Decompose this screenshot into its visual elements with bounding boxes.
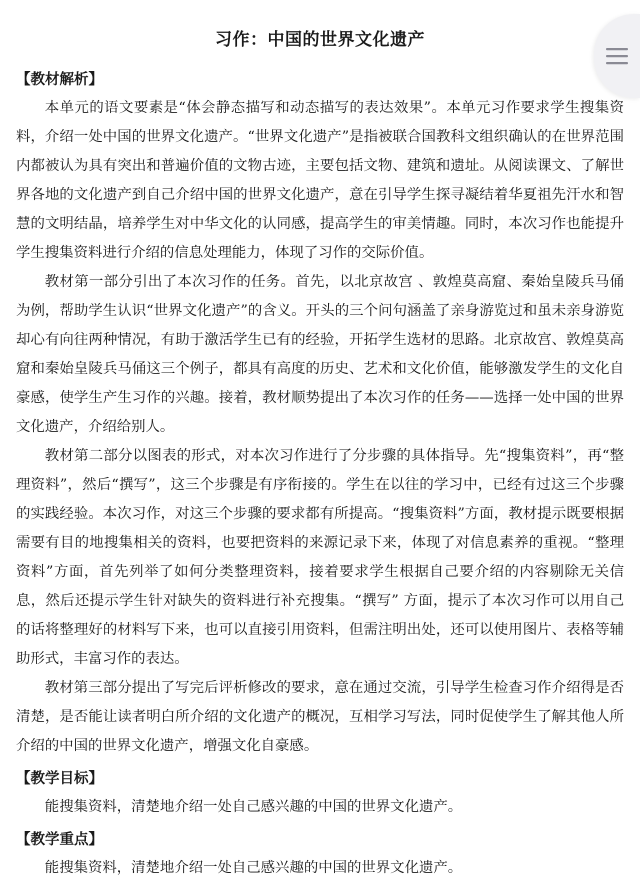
section-key-points — [16, 828, 624, 883]
page-title: 习作：中国的世界文化遗产 — [215, 30, 425, 50]
section-heading-analysis: 【教材解析】 — [16, 72, 103, 88]
section-heading-objectives: 【教学目标】 — [16, 771, 103, 787]
paragraph: 能搜集资料，清楚地介绍一处自己感兴趣的中国的世界文化遗产。 — [44, 799, 463, 815]
paragraph: 教材第二部分以图表的形式，对本次习作进行了分步骤的具体指导。先“搜集资料”，再“整理资料”，然后“撰写”，这三个步骤是有序衔接的。学生在以往的学习中，已经有过这三个步骤的实践经验。本次习作，对这三个步骤的要求都有所提高。“搜集资料”方面，教材提示既要根据需要有目的地搜集相关的资料，也要把资料的来源记录下来，体现了对信息素养的重视。“整理资料”方面，首先列举了如何分类整理资料，接着要求学生根据自己要介绍的内容剔除无关信息，然后还提示学生针对缺失的资料进行补充搜集。“撰写” 方面，提示了本次习作可以用自己的话将整理好的材料写下来，也可以直接引用资料，但需注明出处，还可以使用图片、表格等辅助形式，丰富习作的表达。 — [16, 448, 624, 667]
paragraph: 能搜集资料，清楚地介绍一处自己感兴趣的中国的世界文化遗产。 — [44, 860, 463, 876]
paragraph: 教材第一部分引出了本次习作的任务。首先，以北京故宫 、敦煌莫高窟、秦始皇陵兵马俑为例，帮助学生认识“世界文化遗产”的含义。开头的三个问句涵盖了亲身游览过和虽未亲身游览却心有向往两种情况，有助于激活学生已有的经验，开拓学生选材的思路。北京故宫、敦煌莫高窟和秦始皇陵兵马俑这三个例子，都具有高度的历史、艺术和文化价值，能够激发学生的文化自豪感，使学生产生习作的兴趣。接着，教材顺势提出了本次习作的任务——选择一处中国的世界文化遗产，介绍给别人。 — [16, 274, 624, 435]
hamburger-menu-icon — [606, 47, 628, 65]
paragraph: 教材第三部分提出了写完后评析修改的要求，意在通过交流，引导学生检查习作介绍得是否清楚，是否能让读者明白所介绍的文化遗产的概况，互相学习写法，同时促使学生了解其他人所介绍的中国的世界文化遗产，增强文化自豪感。 — [16, 680, 624, 754]
section-heading-key-points: 【教学重点】 — [16, 832, 103, 848]
section-analysis — [16, 68, 624, 761]
paragraph: 本单元的语文要素是“体会静态描写和动态描写的表达效果”。本单元习作要求学生搜集资料，介绍一处中国的世界文化遗产。“世界文化遗产”是指被联合国教科文组织确认的在世界范围内都被认为具有突出和普遍价值的文物古迹，主要包括文物、建筑和遗址。从阅读课文、了解世界各地的文化遗产到自己介绍中国的世界文化遗产，意在引导学生探寻凝结着华夏祖先汗水和智慧的文明结晶，培养学生对中华文化的认同感，提高学生的审美情趣。同时，本次习作也能提升学生搜集资料进行介绍的信息处理能力，体现了习作的交际价值。 — [16, 100, 624, 261]
section-objectives — [16, 767, 624, 822]
